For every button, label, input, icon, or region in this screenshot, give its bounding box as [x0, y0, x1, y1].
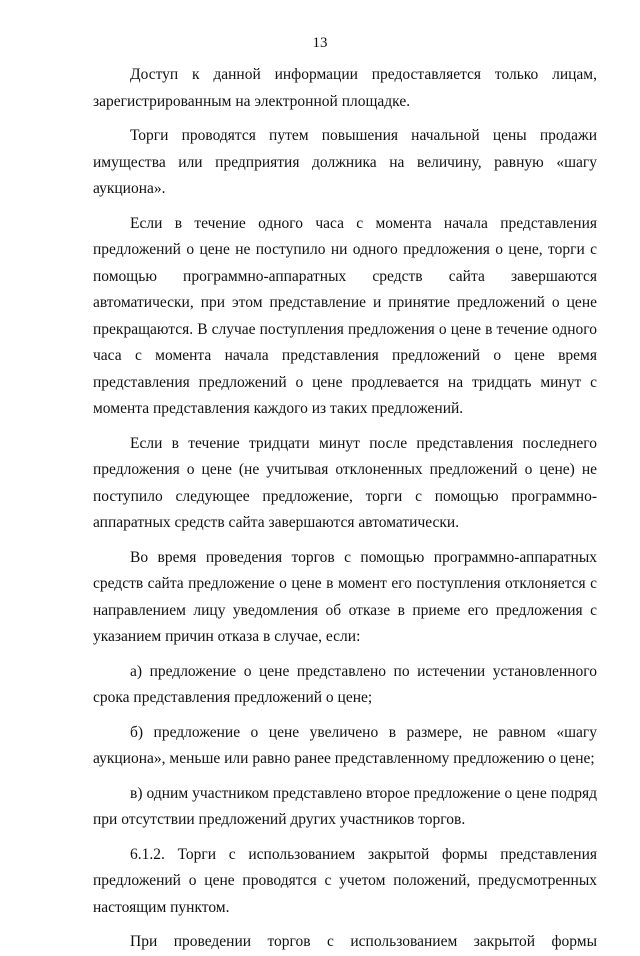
document-body [93, 62, 597, 956]
paragraph-one-hour-rule: Если в течение одного часа с момента начала представления предложений о цене не поступило ни одного предложения о цене, торги с помощью программно-аппаратных средств сайта завершаются автоматически, при этом представление и принятие предложений о цене прекращаются. В случае поступления предложения о цене в течение одного часа с момента начала представления предложений о цене время представления предложений о цене продлевается на тридцать минут с момента представления каждого из таких предложений. [93, 214, 597, 417]
list-item-a: а) предложение о цене представлено по истечении установленного срока представления предложений о цене; [93, 662, 597, 706]
paragraph-thirty-minutes-rule: Если в течение тридцати минут после представления последнего предложения о цене (не учитывая отклоненных предложений о цене) не поступило следующее предложение, торги с помощью программно-аппаратных средств сайта завершаются автоматически. [93, 434, 597, 531]
paragraph-closed-form: При проведении торгов с использованием закрытой формы [130, 933, 597, 950]
paragraph-rejection: Во время проведения торгов с помощью программно-аппаратных средств сайта предложение о цене в момент его поступления отклоняется с направлением лицу уведомления об отказе в приеме его предложения с указанием причин отказа в случае, если: [93, 548, 597, 645]
list-item-b: б) предложение о цене увеличено в размере, не равном «шагу аукциона», меньше или равно ранее представленному предложению о цене; [93, 723, 597, 767]
paragraph-auction-step: Торги проводятся путем повышения начальной цены продажи имущества или предприятия должника на величину, равную «шагу аукциона». [93, 127, 597, 197]
paragraph-access: Доступ к данной информации предоставляется только лицам, зарегистрированным на электронной площадке. [93, 66, 597, 110]
page-number: 13 [312, 35, 328, 51]
paragraph-section-6-1-2: 6.1.2. Торги с использованием закрытой формы представления предложений о цене проводятся с учетом положений, предусмотренных настоящим пунктом. [93, 845, 597, 916]
list-item-c: в) одним участником представлено второе предложение о цене подряд при отсутствии предложений других участников торгов. [93, 784, 597, 828]
